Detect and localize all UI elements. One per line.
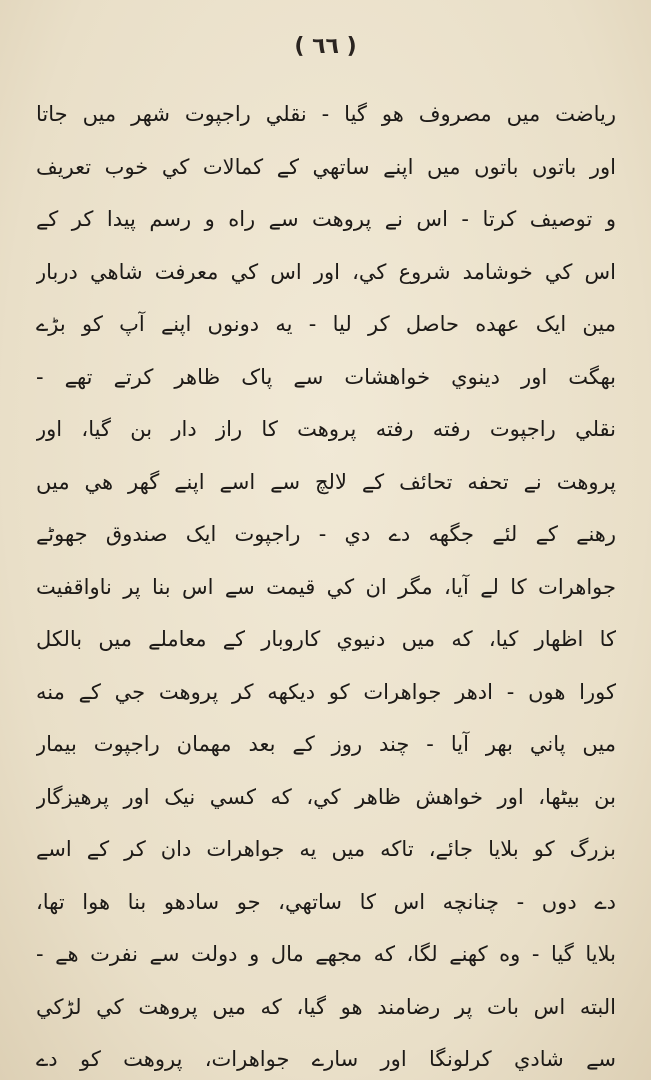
text-line: اور باتوں باتوں ميں اپنے ساتھي کے کمالات کي خوب تعريف (36, 154, 616, 179)
text-line: بلايا گيا - وه کهنے لگا، که مجهے مال و دولت سے نفرت هے - (36, 942, 616, 966)
text-line: بن بيٹها، اور خواهش ظاهر کي، که کسي نيک اور پرهيزگار (36, 784, 616, 809)
text-line: دے دوں - چنانچه اس کا ساتهي، جو سادهو بنا هوا تها، (36, 889, 616, 914)
text-line: پروهت نے تحفه تحائف کے لالچ سے اسے اپنے گھر هي ميں (36, 469, 616, 494)
text-line: مين ايک عهده حاصل کر ليا - يه دونوں اپنے آپ کو بڑے (36, 312, 616, 336)
text-line: کورا هوں - ادهر جواهرات کو ديکهه کر پروهت جي کے منه (36, 679, 616, 704)
text-line: نقلي راجپوت رفته رفته پروهت کا راز دار بن گيا، اور (36, 417, 616, 441)
text-line: و توصيف کرتا - اس نے پروهت سے راه و رسم پيدا کر کے (36, 207, 616, 231)
text-line: رياضت ميں مصروف هو گيا - نقلي راجپوت شهر ميں جاتا (36, 102, 616, 126)
text-line: البته اس بات پر رضامند هو گيا، که ميں پروهت کي لڑکي (36, 994, 616, 1019)
text-line: رهنے کے لئے جگهه دے دي - راجپوت ايک صندوق جهوٹے (36, 522, 616, 546)
text-line: اس کي خوشامد شروع کي، اور اس کي معرفت شاهي دربار (36, 259, 616, 284)
text-line: بزرگ کو بلايا جائے، تاکه ميں يه جواهرات دان کر کے اسے (36, 837, 616, 861)
text-line: بهگت اور دينوي خواهشات سے پاک ظاهر کرتے تهے - (36, 364, 616, 389)
text-line: سے شادي کرلونگا اور سارے جواهرات، پروهت کو دے (36, 1047, 616, 1071)
text-line: جواهرات کا لے آيا، مگر ان کي قيمت سے اس بنا پر ناواقفيت (36, 574, 616, 599)
body-text (36, 88, 616, 1080)
text-line: کا اظهار کيا، که ميں دنيوي کاروبار کے معاملے ميں بالکل (36, 627, 616, 651)
page-number: ( ٦٦ ) (294, 34, 357, 59)
text-line: ميں پاني بهر آيا - چند روز کے بعد مهمان راجپوت بيمار (36, 732, 616, 756)
